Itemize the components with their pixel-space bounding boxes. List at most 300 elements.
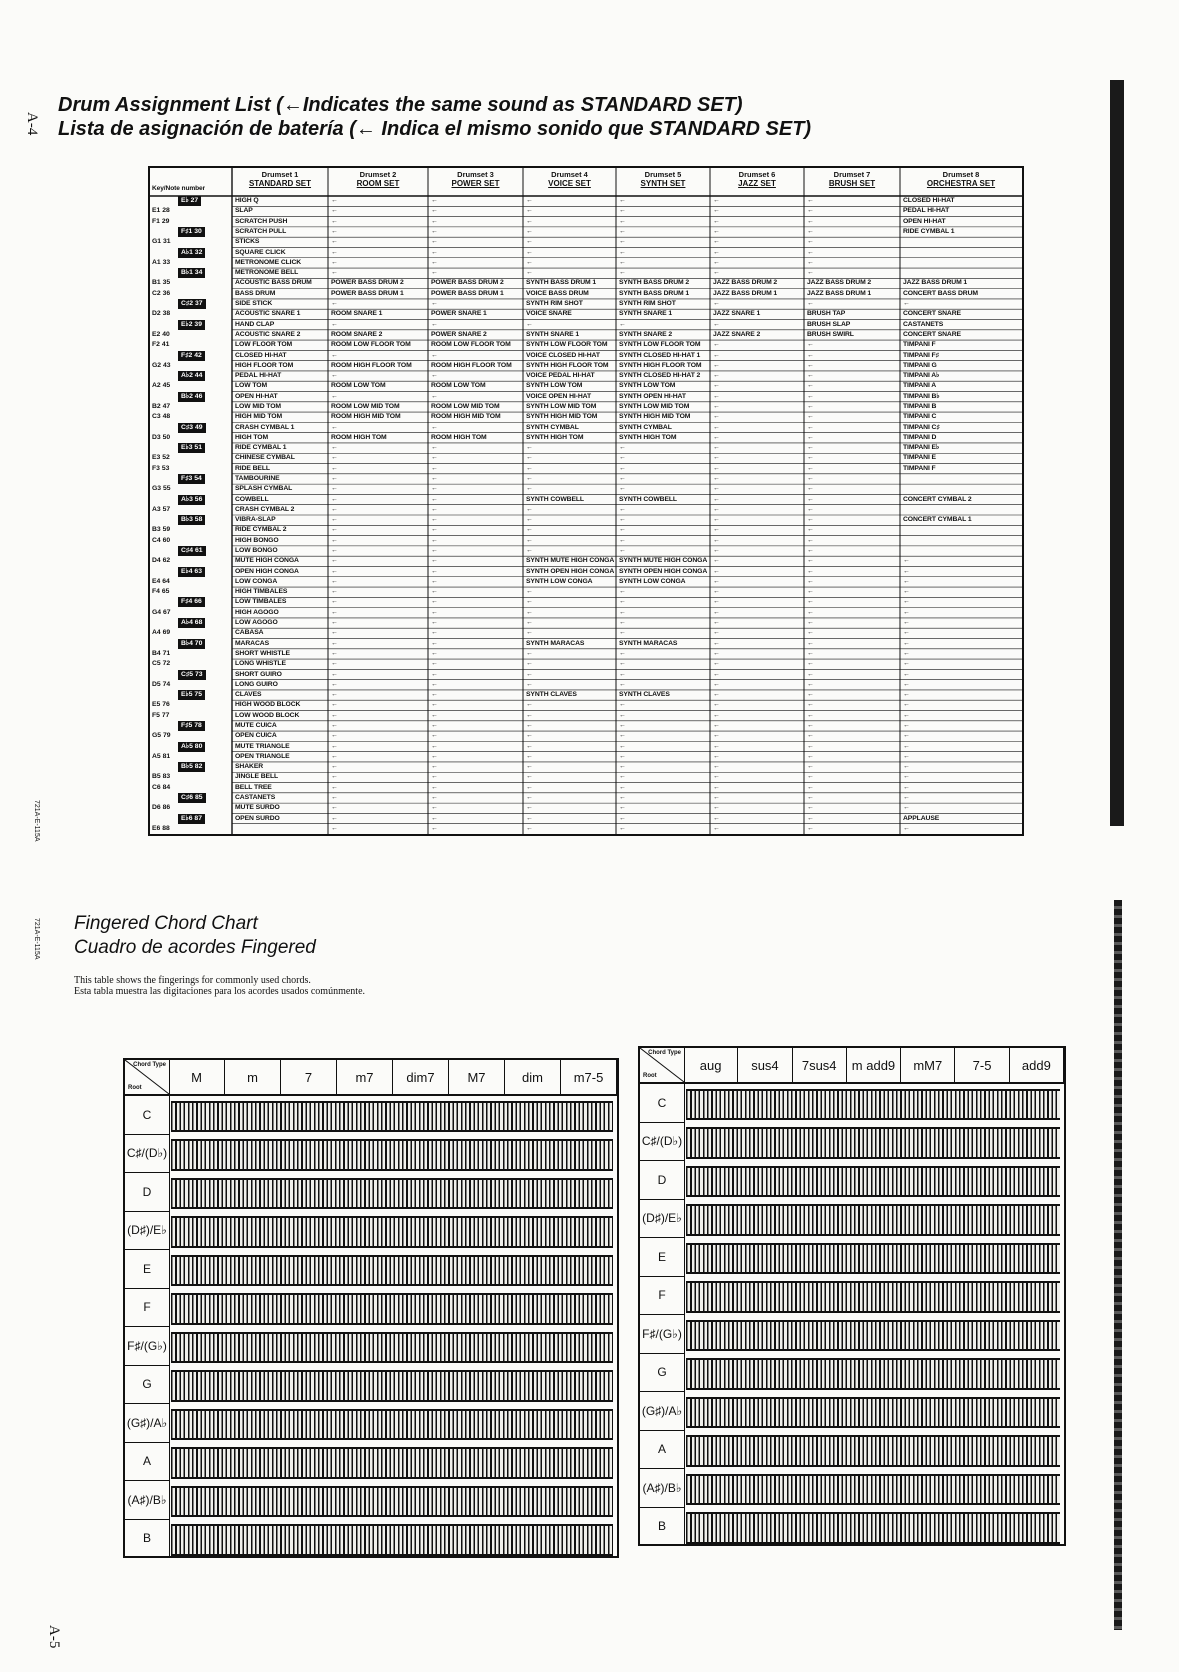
- keyboard-fingering-diagram: [171, 1524, 613, 1556]
- drum-cell: ←: [331, 485, 338, 493]
- drum-cell: ←: [807, 351, 814, 359]
- drum-cell: ←: [713, 649, 720, 657]
- drum-cell: ←: [431, 732, 438, 740]
- key-note-44: B4 71: [152, 649, 171, 657]
- key-note-50: F5 77: [152, 711, 170, 719]
- drum-cell: ←: [807, 228, 814, 236]
- drum-cell: ←: [807, 773, 814, 781]
- chord-root-label: E: [125, 1250, 170, 1289]
- drum-cell: ←: [619, 649, 626, 657]
- drumset-header-5: [616, 170, 710, 188]
- chord-chart-right: [638, 1046, 1066, 1546]
- keyboard-fingering-diagram: [686, 1281, 1060, 1313]
- key-note-31: B♭3 58: [178, 515, 205, 525]
- drum-cell: ←: [713, 629, 720, 637]
- chord-note-es: Esta tabla muestra las digitaciones para los acordes usados comúnmente.: [74, 986, 366, 997]
- drum-cell: ←: [903, 598, 910, 606]
- keyboard-fingering-diagram: [171, 1293, 613, 1325]
- drum-cell: ←: [431, 258, 438, 266]
- drum-cell: ←: [903, 763, 910, 771]
- drum-cell: OPEN CUICA: [235, 732, 277, 740]
- drum-cell: SQUARE CLICK: [235, 248, 286, 256]
- drum-cell: ←: [903, 629, 910, 637]
- drum-cell: ←: [526, 217, 533, 225]
- drum-cell: TIMPANI F: [903, 341, 936, 349]
- chord-type-header: dim: [505, 1060, 561, 1096]
- drum-cell: ←: [431, 660, 438, 668]
- key-note-29: A♭3 56: [178, 495, 205, 505]
- drum-cell: ←: [903, 701, 910, 709]
- drum-cell: TIMPANI E♭: [903, 444, 940, 452]
- drum-cell: ←: [713, 495, 720, 503]
- drum-cell: ←: [619, 238, 626, 246]
- drum-cell: ←: [807, 495, 814, 503]
- chord-root-label: F♯/(G♭): [125, 1327, 170, 1366]
- key-note-42: A4 69: [152, 629, 171, 637]
- drum-cell: SYNTH LOW TOM: [526, 382, 583, 390]
- drum-cell: ←: [807, 619, 814, 627]
- drum-cell: ←: [807, 547, 814, 555]
- drum-cell: ←: [619, 629, 626, 637]
- drum-cell: SYNTH RIM SHOT: [619, 300, 676, 308]
- key-note-30: A3 57: [152, 505, 171, 513]
- drum-cell: ←: [713, 351, 720, 359]
- keyboard-fingering-diagram: [171, 1409, 613, 1441]
- drum-cell: BELL TREE: [235, 783, 272, 791]
- drum-cell: ←: [619, 680, 626, 688]
- drum-cell: ←: [619, 248, 626, 256]
- drum-cell: SYNTH COWBELL: [619, 495, 677, 503]
- drum-cell: SYNTH LOW FLOOR TOM: [526, 341, 608, 349]
- chord-root-label: F♯/(G♭): [640, 1315, 685, 1354]
- drum-cell: ←: [619, 464, 626, 472]
- drum-cell: SYNTH MARACAS: [619, 639, 678, 647]
- drum-cell: ←: [903, 639, 910, 647]
- key-note-36: E♭4 63: [178, 567, 205, 577]
- key-note-47: D5 74: [152, 680, 171, 688]
- drum-cell: ←: [807, 197, 814, 205]
- drum-cell: ←: [526, 701, 533, 709]
- drum-cell: ←: [903, 691, 910, 699]
- key-note-38: F4 65: [152, 588, 170, 596]
- drum-cell: ←: [713, 474, 720, 482]
- key-note-2: F1 29: [152, 217, 170, 225]
- drum-cell: SYNTH HIGH MID TOM: [619, 413, 691, 421]
- drum-cell: SYNTH BASS DRUM 1: [526, 279, 597, 287]
- keyboard-fingering-diagram: [686, 1127, 1060, 1159]
- drum-cell: ←: [807, 526, 814, 534]
- drum-cell: ←: [713, 526, 720, 534]
- key-note-41: A♭4 68: [178, 618, 205, 628]
- drum-cell: ←: [526, 238, 533, 246]
- chord-type-header: m add9: [847, 1048, 901, 1084]
- drum-cell: SHAKER: [235, 763, 264, 771]
- drum-cell: ←: [431, 392, 438, 400]
- drum-cell: SYNTH CYMBAL: [526, 423, 579, 431]
- drum-cell: VOICE PEDAL HI-HAT: [526, 372, 595, 380]
- drum-cell: RIDE BELL: [235, 464, 270, 472]
- drum-cell: ←: [807, 258, 814, 266]
- drum-cell: ←: [619, 804, 626, 812]
- page-number-top: A-4: [24, 112, 40, 136]
- drum-cell: POWER SNARE 1: [431, 310, 487, 318]
- drum-cell: POWER SNARE 2: [431, 330, 487, 338]
- key-note-34: C♯4 61: [178, 546, 206, 556]
- drum-cell: ←: [526, 824, 533, 832]
- drum-cell: ←: [331, 608, 338, 616]
- key-note-49: E5 76: [152, 701, 170, 709]
- drum-cell: ←: [903, 608, 910, 616]
- drum-cell: SYNTH LOW FLOOR TOM: [619, 341, 701, 349]
- drum-cell: SYNTH CYMBAL: [619, 423, 672, 431]
- drum-cell: ←: [619, 824, 626, 832]
- drum-cell: ROOM SNARE 1: [331, 310, 383, 318]
- chord-root-label: (G♯)/A♭: [640, 1392, 685, 1431]
- drum-cell: ←: [807, 248, 814, 256]
- key-note-55: B♭5 82: [178, 762, 205, 772]
- chord-type-header: 7sus4: [793, 1048, 847, 1084]
- drum-cell: ←: [431, 567, 438, 575]
- drum-cell: CHINESE CYMBAL: [235, 454, 295, 462]
- drum-cell: ROOM LOW TOM: [431, 382, 486, 390]
- drum-cell: MUTE CUICA: [235, 721, 277, 729]
- chord-type-header: m7: [337, 1060, 393, 1096]
- drum-cell: ←: [331, 670, 338, 678]
- drum-cell: VIBRA-SLAP: [235, 516, 276, 524]
- chord-note-en: This table shows the fingerings for commonly used chords.: [74, 975, 311, 986]
- drum-cell: ←: [431, 197, 438, 205]
- drumset-label: Drumset 1: [261, 170, 299, 179]
- drum-cell: ←: [807, 444, 814, 452]
- drum-cell: ←: [713, 814, 720, 822]
- drum-cell: VOICE SNARE: [526, 310, 572, 318]
- drum-cell: SYNTH RIM SHOT: [526, 300, 583, 308]
- drum-cell: ←: [713, 228, 720, 236]
- drum-cell: ←: [526, 721, 533, 729]
- key-note-57: C6 84: [152, 783, 171, 791]
- drum-cell: ←: [431, 721, 438, 729]
- drum-cell: ←: [431, 300, 438, 308]
- keyboard-fingering-diagram: [686, 1243, 1060, 1275]
- key-note-24: E♭3 51: [178, 443, 205, 453]
- drum-cell: LOW WOOD BLOCK: [235, 711, 300, 719]
- drum-cell: ←: [713, 763, 720, 771]
- drum-cell: JAZZ BASS DRUM 2: [807, 279, 872, 287]
- drum-cell: ←: [807, 413, 814, 421]
- drum-cell: ←: [903, 793, 910, 801]
- drum-cell: ←: [331, 248, 338, 256]
- drum-cell: ←: [807, 372, 814, 380]
- keyboard-fingering-diagram: [686, 1320, 1060, 1352]
- key-note-0: E♭ 27: [178, 196, 201, 206]
- drum-cell: ←: [713, 598, 720, 606]
- drum-cell: ←: [431, 454, 438, 462]
- drum-cell: ←: [713, 258, 720, 266]
- key-note-58: C♯6 85: [178, 793, 206, 803]
- drum-cell: ←: [526, 464, 533, 472]
- drum-cell: ←: [526, 588, 533, 596]
- chord-root-label: C♯/(D♭): [125, 1135, 170, 1174]
- drum-cell: ←: [713, 804, 720, 812]
- drum-cell: ←: [431, 588, 438, 596]
- drum-cell: SYNTH HIGH FLOOR TOM: [526, 361, 609, 369]
- keyboard-fingering-diagram: [171, 1486, 613, 1518]
- drum-cell: CONCERT SNARE: [903, 330, 961, 338]
- drum-cell: ←: [526, 649, 533, 657]
- drum-cell: ←: [331, 444, 338, 452]
- side-code-top: 721A-E-115A: [33, 800, 40, 842]
- drumset-label: Drumset 7: [833, 170, 871, 179]
- drum-cell: ←: [713, 547, 720, 555]
- drum-cell: ←: [331, 474, 338, 482]
- drum-cell: ←: [619, 598, 626, 606]
- drum-cell: LOW TOM: [235, 382, 268, 390]
- drum-cell: ←: [431, 691, 438, 699]
- drum-cell: ←: [807, 629, 814, 637]
- drum-cell: JAZZ BASS DRUM 1: [807, 289, 872, 297]
- drum-cell: ←: [807, 691, 814, 699]
- keyboard-fingering-diagram: [686, 1358, 1060, 1390]
- keyboard-fingering-diagram: [686, 1204, 1060, 1236]
- key-note-21: C3 48: [152, 413, 171, 421]
- drum-cell: ←: [526, 742, 533, 750]
- drum-cell: ←: [526, 505, 533, 513]
- drum-cell: ←: [619, 752, 626, 760]
- drum-cell: ←: [431, 763, 438, 771]
- key-note-28: G3 55: [152, 485, 171, 493]
- drum-cell: ←: [431, 619, 438, 627]
- drum-cell: ←: [713, 557, 720, 565]
- drum-cell: ←: [807, 752, 814, 760]
- key-note-56: B5 83: [152, 773, 171, 781]
- drum-cell: ←: [431, 526, 438, 534]
- key-note-46: C♯5 73: [178, 670, 206, 680]
- drum-cell: OPEN HI-HAT: [903, 217, 946, 225]
- drum-cell: ←: [619, 701, 626, 709]
- drum-cell: ←: [526, 773, 533, 781]
- drum-assignment-table: [148, 166, 1024, 836]
- drum-cell: METRONOME CLICK: [235, 258, 302, 266]
- key-note-1: E1 28: [152, 207, 170, 215]
- drumset-label: Drumset 5: [644, 170, 682, 179]
- drum-cell: ←: [903, 783, 910, 791]
- drum-cell: SYNTH BASS DRUM 2: [619, 279, 690, 287]
- drum-cell: ←: [619, 516, 626, 524]
- key-note-13: E2 40: [152, 330, 170, 338]
- drum-cell: ←: [903, 732, 910, 740]
- drum-cell: ←: [331, 752, 338, 760]
- key-note-23: D3 50: [152, 433, 171, 441]
- chord-type-header: M7: [449, 1060, 505, 1096]
- drum-cell: CLOSED HI-HAT: [903, 197, 955, 205]
- drum-cell: ←: [807, 680, 814, 688]
- drum-cell: ←: [903, 752, 910, 760]
- drum-cell: ←: [713, 300, 720, 308]
- drum-cell: BRUSH SWIRL: [807, 330, 854, 338]
- key-note-61: E6 88: [152, 824, 170, 832]
- drum-cell: ←: [431, 505, 438, 513]
- drum-cell: TIMPANI G: [903, 361, 937, 369]
- drum-cell: ←: [903, 649, 910, 657]
- drum-cell: ←: [431, 228, 438, 236]
- drum-cell: JAZZ SNARE 2: [713, 330, 761, 338]
- drum-cell: ←: [431, 742, 438, 750]
- drum-cell: SYNTH SNARE 1: [526, 330, 580, 338]
- drum-cell: ←: [807, 742, 814, 750]
- drum-cell: CONCERT CYMBAL 1: [903, 516, 972, 524]
- drum-cell: ←: [619, 773, 626, 781]
- drum-cell: ←: [431, 547, 438, 555]
- drum-cell: TIMPANI D: [903, 433, 937, 441]
- drum-cell: ←: [903, 577, 910, 585]
- drum-cell: ←: [431, 217, 438, 225]
- drum-cell: LOW FLOOR TOM: [235, 341, 293, 349]
- drum-cell: SYNTH BASS DRUM 1: [619, 289, 690, 297]
- drum-cell: ←: [713, 485, 720, 493]
- drum-cell: ←: [713, 793, 720, 801]
- drum-cell: ←: [713, 382, 720, 390]
- drum-cell: ←: [713, 691, 720, 699]
- chord-root-label: C♯/(D♭): [640, 1123, 685, 1162]
- key-note-4: G1 31: [152, 238, 171, 246]
- drum-cell: ←: [431, 752, 438, 760]
- key-note-27: F♯3 54: [178, 474, 205, 484]
- drum-cell: ←: [526, 680, 533, 688]
- drum-cell: ←: [431, 351, 438, 359]
- drum-cell: ←: [619, 474, 626, 482]
- drum-cell: ←: [431, 444, 438, 452]
- drum-cell: ←: [431, 269, 438, 277]
- drum-cell: ←: [713, 361, 720, 369]
- binding-strip-bottom: [1114, 900, 1122, 1630]
- drum-cell: ←: [526, 629, 533, 637]
- chord-root-label: A: [125, 1443, 170, 1482]
- drum-cell: ←: [903, 804, 910, 812]
- drumset-header-6: [710, 170, 804, 188]
- drum-cell: ←: [331, 269, 338, 277]
- drum-cell: ←: [331, 547, 338, 555]
- drumset-header-7: [804, 170, 900, 188]
- drum-cell: LOW AGOGO: [235, 619, 278, 627]
- drum-cell: ←: [431, 238, 438, 246]
- drum-cell: BRUSH TAP: [807, 310, 846, 318]
- key-note-14: F2 41: [152, 341, 170, 349]
- drum-cell: ←: [526, 732, 533, 740]
- drum-cell: ←: [619, 588, 626, 596]
- drum-cell: TIMPANI F♯: [903, 351, 939, 359]
- drumset-header-4: [523, 170, 616, 188]
- drum-cell: ←: [713, 320, 720, 328]
- drum-cell: ←: [431, 320, 438, 328]
- drum-cell: OPEN TRIANGLE: [235, 752, 290, 760]
- key-note-60: E♭6 87: [178, 814, 205, 824]
- drum-cell: ←: [526, 763, 533, 771]
- drum-cell: ←: [807, 567, 814, 575]
- chord-root-label: B: [640, 1508, 685, 1547]
- drum-cell: ←: [431, 557, 438, 565]
- chord-corner: [640, 1048, 685, 1084]
- drum-cell: SCRATCH PULL: [235, 228, 287, 236]
- drum-cell: SYNTH CLOSED HI-HAT 1: [619, 351, 701, 359]
- drum-cell: ←: [807, 433, 814, 441]
- key-note-39: F♯4 66: [178, 597, 205, 607]
- drum-cell: ROOM SNARE 2: [331, 330, 383, 338]
- drum-cell: SYNTH HIGH FLOOR TOM: [619, 361, 702, 369]
- drum-cell: MARACAS: [235, 639, 270, 647]
- drum-cell: ←: [331, 793, 338, 801]
- drum-cell: ROOM HIGH TOM: [331, 433, 387, 441]
- drum-cell: ←: [807, 639, 814, 647]
- binding-strip-top: [1110, 80, 1124, 826]
- drum-cell: CONCERT CYMBAL 2: [903, 495, 972, 503]
- keyboard-fingering-diagram: [686, 1512, 1060, 1544]
- drum-cell: JAZZ BASS DRUM 2: [713, 279, 778, 287]
- chord-root-label: (G♯)/A♭: [125, 1404, 170, 1443]
- keyboard-fingering-diagram: [171, 1332, 613, 1364]
- drum-cell: ROOM LOW FLOOR TOM: [331, 341, 411, 349]
- drumset-name: ORCHESTRA SET: [926, 179, 996, 188]
- drum-cell: ←: [619, 793, 626, 801]
- drum-cell: ←: [431, 372, 438, 380]
- drum-cell: ←: [331, 351, 338, 359]
- chord-type-header: mM7: [901, 1048, 955, 1084]
- drum-cell: CRASH CYMBAL 2: [235, 505, 295, 513]
- drum-cell: ACOUSTIC BASS DRUM: [235, 279, 312, 287]
- keyboard-fingering-diagram: [171, 1255, 613, 1287]
- drum-cell: HIGH AGOGO: [235, 608, 279, 616]
- drum-cell: CRASH CYMBAL 1: [235, 423, 295, 431]
- drum-cell: ←: [526, 516, 533, 524]
- drum-cell: ROOM HIGH TOM: [431, 433, 487, 441]
- drumset-header-1: [232, 170, 328, 188]
- corner-chord-type: Chord Type: [648, 1050, 681, 1056]
- drum-cell: ←: [331, 598, 338, 606]
- drum-cell: ←: [807, 598, 814, 606]
- drumset-name: BRUSH SET: [828, 179, 876, 188]
- key-note-37: E4 64: [152, 577, 170, 585]
- drum-cell: ←: [331, 783, 338, 791]
- drum-cell: ←: [431, 814, 438, 822]
- drum-cell: MUTE TRIANGLE: [235, 742, 290, 750]
- drum-cell: ←: [713, 444, 720, 452]
- drum-cell: OPEN SURDO: [235, 814, 280, 822]
- drum-cell: ←: [807, 783, 814, 791]
- chord-root-label: G: [640, 1354, 685, 1393]
- drum-cell: SPLASH CYMBAL: [235, 485, 293, 493]
- drum-cell: ←: [619, 320, 626, 328]
- drum-cell: ←: [331, 526, 338, 534]
- drum-cell: ←: [619, 670, 626, 678]
- drum-cell: ←: [526, 454, 533, 462]
- drum-cell: POWER BASS DRUM 2: [331, 279, 404, 287]
- drum-cell: ←: [713, 619, 720, 627]
- drum-cell: SLAP: [235, 207, 253, 215]
- drum-cell: SYNTH OPEN HIGH CONGA: [619, 567, 708, 575]
- drum-cell: ←: [431, 577, 438, 585]
- drum-cell: BASS DRUM: [235, 289, 276, 297]
- drum-cell: ←: [431, 485, 438, 493]
- drum-cell: ←: [331, 639, 338, 647]
- drum-cell: ←: [713, 567, 720, 575]
- drum-cell: ←: [331, 732, 338, 740]
- drum-cell: ←: [331, 577, 338, 585]
- drum-cell: CLOSED HI-HAT: [235, 351, 287, 359]
- keyboard-fingering-diagram: [171, 1178, 613, 1210]
- drum-cell: ←: [526, 793, 533, 801]
- key-note-6: A1 33: [152, 258, 171, 266]
- chord-title-en: Fingered Chord Chart: [74, 913, 258, 934]
- drum-cell: ←: [713, 269, 720, 277]
